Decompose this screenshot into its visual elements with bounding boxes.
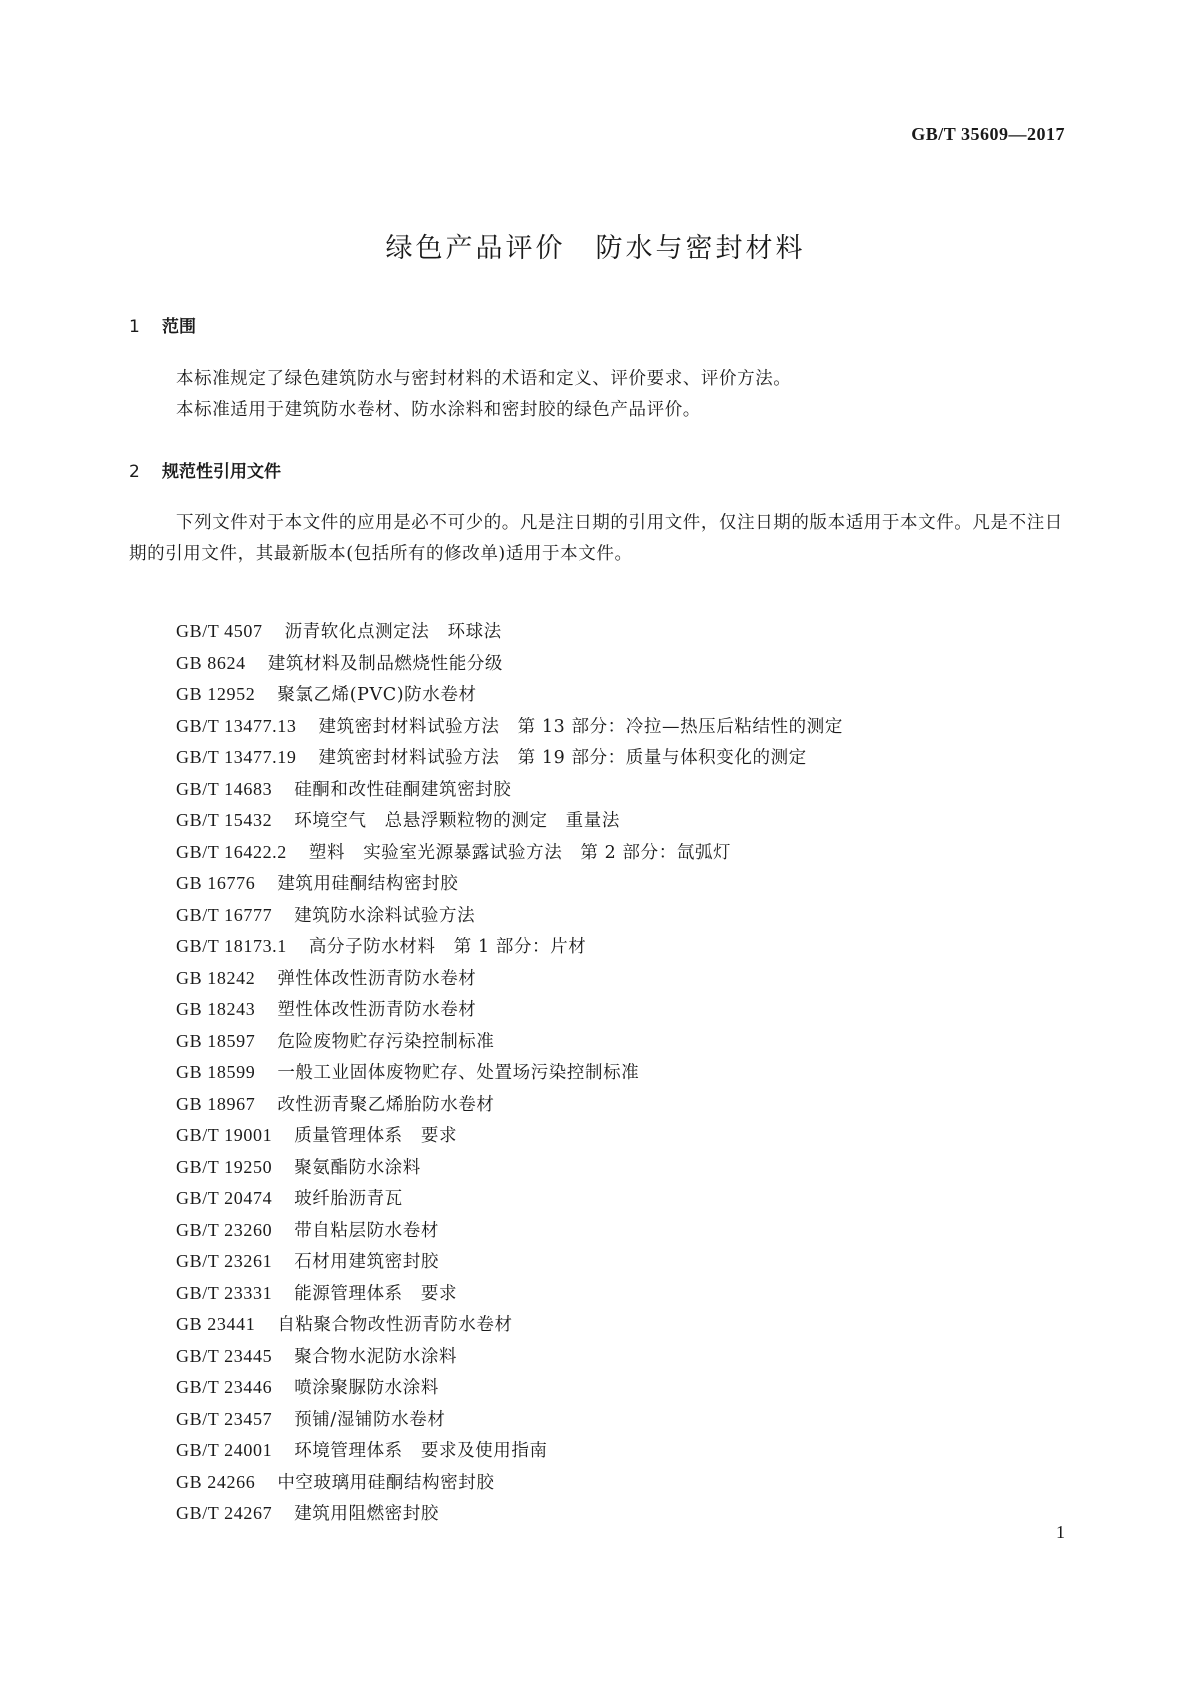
reference-item xyxy=(176,711,843,743)
page-number: 1 xyxy=(1056,1522,1065,1542)
reference-item xyxy=(176,1435,843,1467)
reference-code: GB/T 23331 xyxy=(176,1282,273,1303)
paragraph: 下列文件对于本文件的应用是必不可少的。凡是注日期的引用文件，仅注日期的版本适用于本文件。凡是不注日期的引用文件，其最新版本(包括所有的修改单)适用于本文件。 xyxy=(129,513,1063,564)
reference-title: 危险废物贮存污染控制标准 xyxy=(277,1031,495,1052)
reference-item xyxy=(176,963,843,995)
reference-code: GB/T 14683 xyxy=(176,778,273,799)
reference-code: GB/T 16777 xyxy=(176,904,273,925)
reference-code: GB 18243 xyxy=(176,999,256,1019)
reference-code: GB 16776 xyxy=(176,873,256,893)
reference-code: GB/T 15432 xyxy=(176,810,273,830)
reference-title: 沥青软化点测定法 环球法 xyxy=(284,622,502,642)
reference-title: 喷涂聚脲防水涂料 xyxy=(294,1378,439,1398)
reference-code: GB 8624 xyxy=(176,652,246,673)
reference-code: GB 18597 xyxy=(176,1030,256,1051)
reference-code: GB 18242 xyxy=(176,967,256,988)
reference-item xyxy=(176,648,843,680)
reference-item xyxy=(176,1057,843,1089)
reference-item xyxy=(176,679,843,711)
reference-code: GB 23441 xyxy=(176,1314,256,1334)
reference-item xyxy=(176,931,843,963)
reference-item xyxy=(176,900,843,932)
reference-title: 改性沥青聚乙烯胎防水卷材 xyxy=(277,1094,495,1115)
reference-title: 建筑材料及制品燃烧性能分级 xyxy=(267,653,504,674)
reference-title: 自粘聚合物改性沥青防水卷材 xyxy=(277,1315,513,1335)
reference-list xyxy=(176,616,843,1530)
section-number: 2 xyxy=(129,462,140,482)
reference-item xyxy=(176,1467,843,1499)
reference-code: GB/T 19250 xyxy=(176,1156,273,1177)
reference-item xyxy=(176,837,843,869)
reference-code: GB/T 20474 xyxy=(176,1188,273,1208)
reference-item xyxy=(176,1341,843,1373)
reference-title: 玻纤胎沥青瓦 xyxy=(294,1189,403,1209)
reference-item xyxy=(176,1120,843,1152)
reference-code: GB/T 16422.2 xyxy=(176,841,287,862)
reference-title: 建筑防水涂料试验方法 xyxy=(294,905,476,926)
reference-title: 带自粘层防水卷材 xyxy=(294,1220,439,1241)
reference-item xyxy=(176,1498,843,1530)
reference-item xyxy=(176,868,843,900)
reference-title: 聚氨酯防水涂料 xyxy=(294,1157,421,1178)
reference-title: 环境空气 总悬浮颗粒物的测定 重量法 xyxy=(294,811,620,831)
paragraph: 本标准适用于建筑防水卷材、防水涂料和密封胶的绿色产品评价。 xyxy=(176,400,701,420)
reference-code: GB 18599 xyxy=(176,1062,256,1082)
section-title: 规范性引用文件 xyxy=(162,462,281,482)
reference-title: 塑料 实验室光源暴露试验方法 第 2 部分：氙弧灯 xyxy=(308,842,732,863)
reference-code: GB/T 4507 xyxy=(176,621,263,641)
reference-item xyxy=(176,805,843,837)
reference-title: 环境管理体系 要求及使用指南 xyxy=(294,1441,548,1461)
reference-item xyxy=(176,1309,843,1341)
reference-code: GB/T 24267 xyxy=(176,1503,273,1523)
reference-title: 一般工业固体废物贮存、处置场污染控制标准 xyxy=(277,1063,640,1083)
section-heading-normative-references xyxy=(129,457,281,482)
reference-title: 石材用建筑密封胶 xyxy=(294,1252,439,1272)
reference-code: GB/T 23457 xyxy=(176,1408,273,1429)
reference-title: 硅酮和改性硅酮建筑密封胶 xyxy=(294,779,512,800)
reference-item xyxy=(176,616,843,648)
reference-title: 建筑用阻燃密封胶 xyxy=(294,1504,439,1524)
reference-item xyxy=(176,1026,843,1058)
reference-title: 能源管理体系 要求 xyxy=(294,1283,458,1304)
section-heading-scope xyxy=(129,312,196,337)
reference-item xyxy=(176,1246,843,1278)
reference-title: 高分子防水材料 第 1 部分：片材 xyxy=(308,937,587,957)
reference-code: GB 18967 xyxy=(176,1093,256,1114)
reference-item xyxy=(176,1278,843,1310)
reference-title: 聚氯乙烯(PVC)防水卷材 xyxy=(277,685,477,705)
reference-item xyxy=(176,1152,843,1184)
document-title: 绿色产品评价 防水与密封材料 xyxy=(385,233,806,264)
reference-title: 预铺/湿铺防水卷材 xyxy=(294,1409,446,1430)
reference-code: GB 12952 xyxy=(176,684,256,704)
reference-item xyxy=(176,1404,843,1436)
reference-item xyxy=(176,742,843,774)
reference-code: GB/T 13477.19 xyxy=(176,747,297,767)
paragraph: 本标准规定了绿色建筑防水与密封材料的术语和定义、评价要求、评价方法。 xyxy=(176,369,792,389)
reference-code: GB 24266 xyxy=(176,1471,256,1492)
reference-item xyxy=(176,774,843,806)
reference-title: 聚合物水泥防水涂料 xyxy=(294,1346,458,1367)
scope-paragraphs xyxy=(129,364,1064,426)
section-number: 1 xyxy=(129,317,140,337)
reference-code: GB/T 23446 xyxy=(176,1377,273,1397)
reference-code: GB/T 23260 xyxy=(176,1219,273,1240)
reference-code: GB/T 19001 xyxy=(176,1125,273,1145)
reference-item xyxy=(176,1372,843,1404)
standard-code: GB/T 35609—2017 xyxy=(911,124,1065,144)
section-title: 范围 xyxy=(162,317,196,337)
reference-item xyxy=(176,1089,843,1121)
reference-title: 建筑密封材料试验方法 第 19 部分：质量与体积变化的测定 xyxy=(318,748,807,768)
reference-title: 弹性体改性沥青防水卷材 xyxy=(277,968,477,989)
reference-title: 建筑密封材料试验方法 第 13 部分：冷拉—热压后粘结性的测定 xyxy=(318,716,843,737)
reference-item xyxy=(176,1183,843,1215)
reference-code: GB/T 23261 xyxy=(176,1251,273,1271)
references-intro xyxy=(129,508,1064,570)
reference-code: GB/T 13477.13 xyxy=(176,715,297,736)
reference-code: GB/T 23445 xyxy=(176,1345,273,1366)
reference-item xyxy=(176,994,843,1026)
reference-item xyxy=(176,1215,843,1247)
reference-code: GB/T 18173.1 xyxy=(176,936,287,956)
reference-title: 塑性体改性沥青防水卷材 xyxy=(277,1000,477,1020)
reference-title: 中空玻璃用硅酮结构密封胶 xyxy=(277,1472,495,1493)
reference-title: 建筑用硅酮结构密封胶 xyxy=(277,874,459,894)
reference-title: 质量管理体系 要求 xyxy=(294,1126,458,1146)
reference-code: GB/T 24001 xyxy=(176,1440,273,1460)
